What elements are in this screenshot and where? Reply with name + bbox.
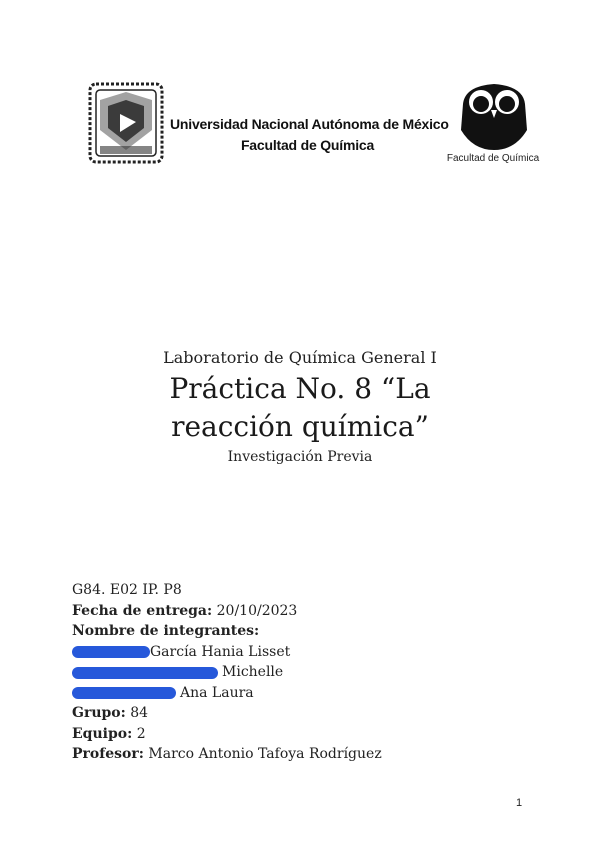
course-name: Laboratorio de Química General I	[163, 348, 437, 367]
logo-caption: Facultad de Química	[446, 153, 540, 164]
faculty-name: Facultad de Química	[240, 137, 375, 153]
redaction-mark-2	[72, 667, 218, 679]
redaction-mark-1	[72, 646, 150, 658]
practice-title: Práctica No. 8 “La reacción química”	[169, 372, 431, 443]
members-label-text: Nombre de integrantes:	[72, 623, 260, 639]
document-code: G84. E02 IP. P8	[72, 582, 182, 598]
group-label: Grupo:	[72, 705, 126, 721]
delivery-date-label: Fecha de entrega:	[72, 602, 213, 619]
member-1-name: García Hania Lisset	[150, 643, 291, 660]
member-2-name: Michelle	[222, 664, 284, 680]
delivery-date-line	[72, 601, 532, 622]
professor-name: Marco Antonio Tafoya Rodríguez	[148, 746, 382, 762]
team-value: 2	[136, 725, 146, 742]
info-block	[72, 580, 532, 765]
member-3-name: Ana Laura	[180, 684, 254, 701]
redaction-mark-3	[72, 687, 176, 699]
team-line	[72, 724, 532, 745]
document-subtitle: Investigación Previa	[227, 449, 373, 465]
university-name: Universidad Nacional Autónoma de México	[170, 116, 449, 132]
team-label: Equipo:	[72, 725, 133, 742]
members-label	[72, 621, 532, 642]
delivery-date-value: 20/10/2023	[216, 602, 298, 619]
member-2	[72, 662, 532, 683]
member-1	[72, 642, 532, 663]
professor-line	[72, 744, 532, 765]
page-number: 1	[516, 797, 523, 809]
header-text	[170, 115, 449, 154]
professor-label: Profesor:	[72, 746, 144, 762]
member-3	[72, 683, 532, 704]
facultad-quimica-owl-logo	[455, 80, 533, 152]
unam-seal-logo	[86, 80, 166, 166]
group-value: 84	[130, 705, 149, 721]
group-line	[72, 703, 532, 724]
